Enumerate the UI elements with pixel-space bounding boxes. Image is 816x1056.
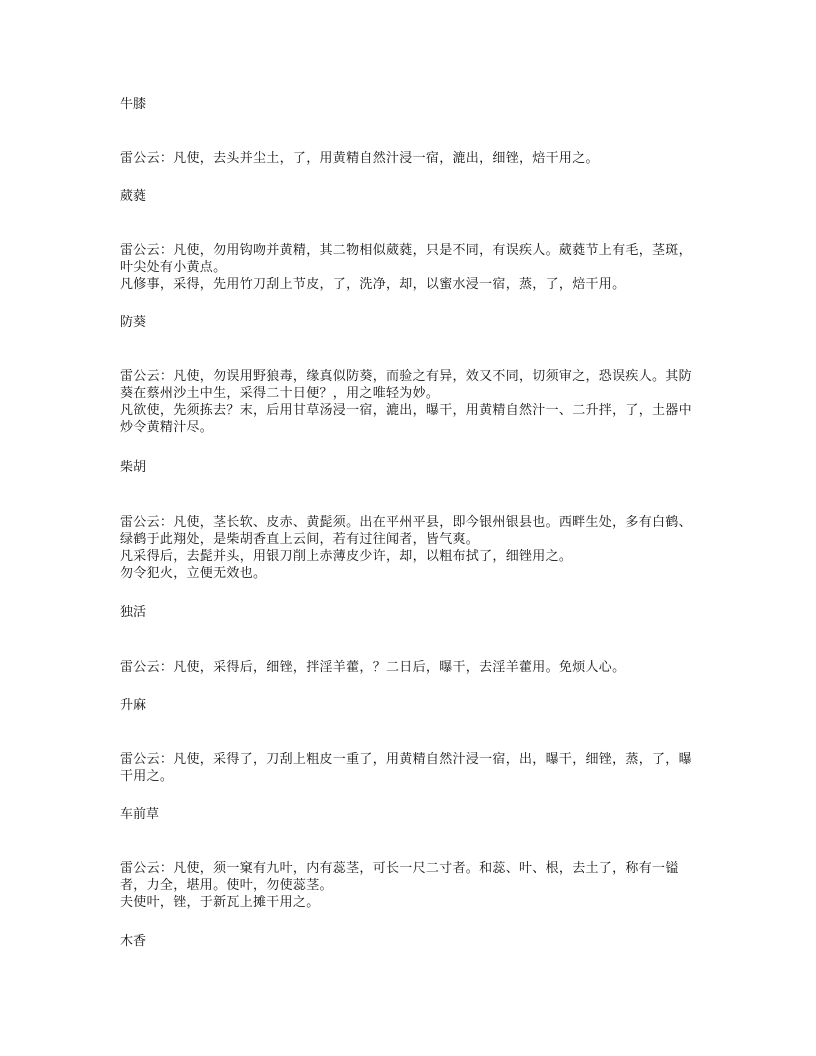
- entry-text: [120, 751, 698, 785]
- paragraph: 雷公云：凡使，去头并尘土，了，用黄精自然汁浸一宿，漉出，细锉，焙干用之。: [120, 151, 599, 166]
- paragraph: 凡欲使，先须拣去？末，后用甘草汤浸一宿，漉出，曝干，用黄精自然汁一、二升拌，了，土器中炒令黄精汁尽。: [120, 403, 692, 435]
- paragraph: 勿令犯火，立便无效也。: [120, 566, 267, 581]
- entry-title: 葳蕤: [120, 189, 147, 204]
- paragraph: 雷公云：凡使，采得后，细锉，拌淫羊藿，？二日后，曝干，去淫羊藿用。免烦人心。: [120, 660, 626, 675]
- paragraph: 雷公云：凡使，采得了，刀刮上粗皮一重了，用黄精自然汁浸一宿，出，曝干，细锉，蒸，了，曝干用之。: [120, 752, 692, 784]
- entry-title: 木香: [120, 934, 147, 949]
- paragraph: 凡采得后，去髭并头，用银刀削上赤薄皮少许，却，以粗布拭了，细锉用之。: [120, 549, 573, 564]
- entry-title: 柴胡: [120, 460, 147, 475]
- entry-text: [120, 860, 698, 911]
- entry-title: 牛膝: [120, 97, 147, 112]
- entry-text: [120, 659, 698, 676]
- entry-title: 车前草: [120, 807, 160, 822]
- paragraph: 雷公云：凡使，须一窠有九叶，内有蕊茎，可长一尺二寸者。和蕊、叶、根，去土了，称有一镒者，力全，堪用。使叶，勿使蕊茎。: [120, 861, 679, 893]
- entry-text: [120, 368, 698, 436]
- paragraph: 夫使叶，锉，于新瓦上摊干用之。: [120, 895, 320, 910]
- entry-text: [120, 514, 698, 582]
- paragraph: 雷公云：凡使，勿用钩吻并黄精，其二物相似葳蕤，只是不同，有误疾人。葳蕤节上有毛，茎斑，叶尖处有小黄点。: [120, 243, 692, 275]
- paragraph: 雷公云：凡使，勿误用野狼毒，缘真似防葵，而验之有异，效又不同，切须审之，恐误疾人。其防葵在蔡州沙土中生，采得二十日便？，用之唯轻为妙。: [120, 369, 692, 401]
- paragraph: 凡修事，采得，先用竹刀刮上节皮，了，洗净，却，以蜜水浸一宿，蒸，了，焙干用。: [120, 277, 626, 292]
- entry-title: 升麻: [120, 698, 147, 713]
- entry-title: 独活: [120, 605, 147, 620]
- entry-text: [120, 242, 698, 293]
- entry-title: 防葵: [120, 315, 147, 330]
- paragraph: 雷公云：凡使，茎长软、皮赤、黄髭须。出在平州平县，即今银州银县也。西畔生处，多有白鹤、绿鹤于此翔处，是柴胡香直上云间，若有过往闻者，皆气爽。: [120, 515, 692, 547]
- entry-text: [120, 150, 698, 167]
